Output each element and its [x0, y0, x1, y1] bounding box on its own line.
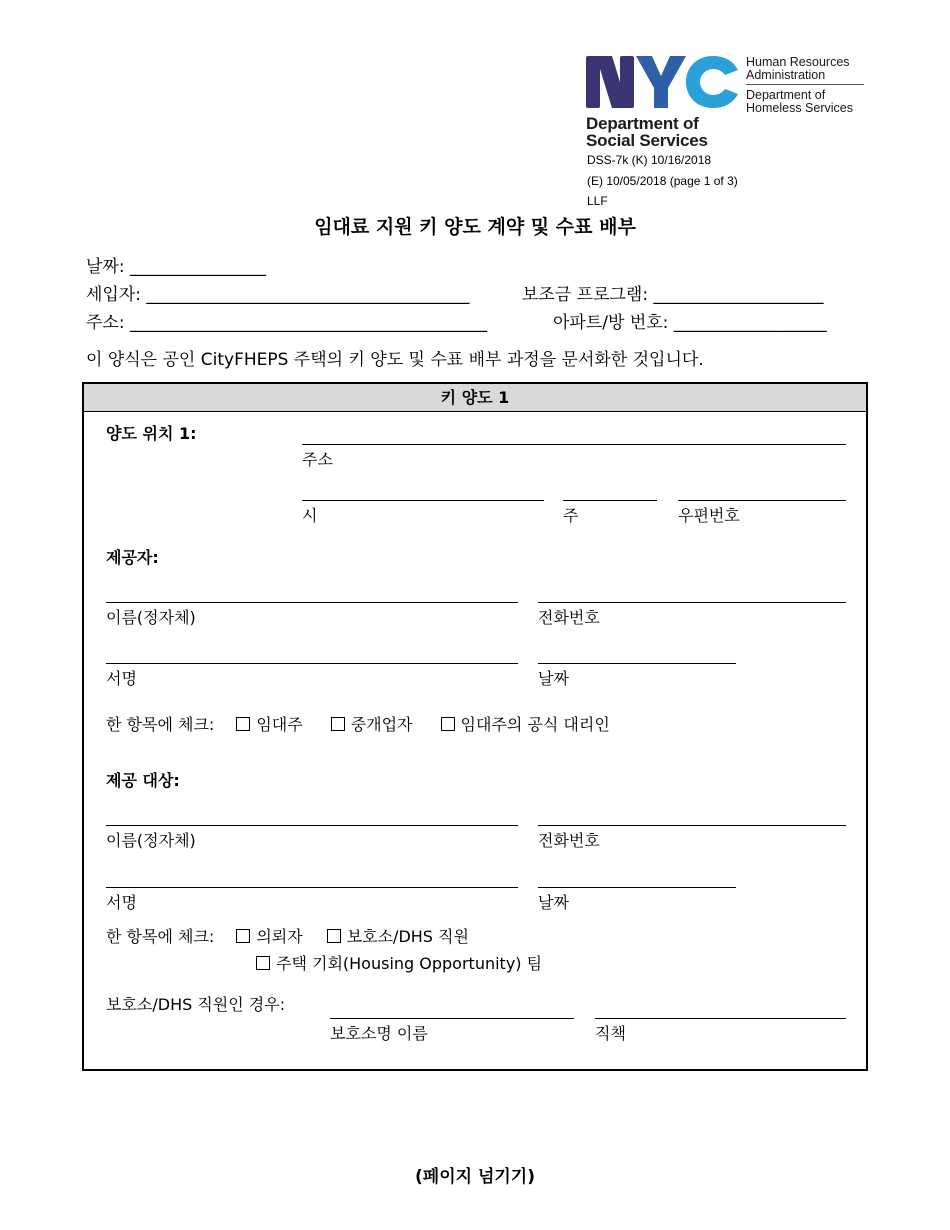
subsidy-program-field[interactable]: 보조금 프로그램: ____________________: [522, 285, 824, 305]
shelter-staff-label: 보호소/DHS 직원인 경우:: [106, 995, 286, 1014]
zip-line[interactable]: [678, 500, 846, 501]
housing-team-option-label: 주택 기회(Housing Opportunity) 팀: [276, 954, 543, 973]
section-heading: 키 양도 1: [84, 384, 866, 412]
agency-dhs-line-2: Homeless Services: [746, 101, 853, 115]
recipient-label: 제공 대상:: [106, 771, 180, 790]
recipient-phone-caption: 전화번호: [538, 831, 600, 850]
agent-checkbox[interactable]: [441, 717, 455, 731]
staff-title-line[interactable]: [595, 1018, 846, 1019]
city-line[interactable]: [302, 500, 544, 501]
landlord-checkbox[interactable]: [236, 717, 250, 731]
city-caption: 시: [302, 506, 318, 525]
broker-option-label: 중개업자: [350, 715, 413, 734]
recipient-phone-line[interactable]: [538, 825, 846, 826]
agent-option-label: 임대주의 공식 대리인: [460, 715, 610, 734]
agency-hra-line-1: Human Resources: [746, 55, 850, 69]
broker-checkbox[interactable]: [331, 717, 345, 731]
recipient-name-line[interactable]: [106, 825, 518, 826]
recipient-name-caption: 이름(정자체): [106, 831, 196, 850]
client-checkbox[interactable]: [236, 929, 250, 943]
provider-option-broker[interactable]: [331, 712, 413, 735]
form-id: DSS-7k (K) 10/16/2018: [587, 153, 712, 167]
zip-caption: 우편번호: [678, 506, 740, 525]
recipient-signature-line[interactable]: [106, 887, 518, 888]
provider-signature-line[interactable]: [106, 663, 518, 664]
recipient-date-caption: 날짜: [538, 893, 569, 912]
shelter-name-caption: 보호소명 이름: [330, 1024, 428, 1043]
date-field[interactable]: 날짜: ________________: [86, 257, 266, 277]
agency-hra: [746, 56, 850, 82]
provider-phone-caption: 전화번호: [538, 608, 600, 627]
intro-text: 이 양식은 공인 CityFHEPS 주택의 키 양도 및 수표 배부 과정을 문서화한 것입니다.: [86, 350, 704, 370]
agency-dhs: [746, 89, 853, 115]
provider-name-line[interactable]: [106, 602, 518, 603]
transfer-location-label: 양도 위치 1:: [106, 424, 197, 443]
housing-team-checkbox[interactable]: [256, 956, 270, 970]
recipient-option-shelter-staff[interactable]: [327, 924, 469, 947]
provider-signature-caption: 서명: [106, 669, 137, 688]
dept-name: [586, 115, 708, 149]
recipient-option-housing-team[interactable]: [256, 951, 542, 974]
provider-date-line[interactable]: [538, 663, 736, 664]
client-option-label: 의뢰자: [256, 927, 303, 946]
state-line[interactable]: [563, 500, 657, 501]
provider-label: 제공자:: [106, 548, 159, 567]
address-field[interactable]: 주소: __________________________________________: [86, 313, 487, 333]
state-caption: 주: [563, 506, 579, 525]
provider-date-caption: 날짜: [538, 669, 569, 688]
provider-check-row: [106, 712, 610, 735]
key-transfer-section: [82, 382, 868, 1071]
dept-line-2: Social Services: [586, 131, 708, 150]
recipient-date-line[interactable]: [538, 887, 736, 888]
provider-option-agent[interactable]: [441, 712, 610, 735]
recipient-check-row: [106, 924, 469, 947]
provider-check-label: 한 항목에 체크:: [106, 715, 215, 734]
tenant-field[interactable]: 세입자: ______________________________________: [86, 285, 470, 305]
recipient-option-client[interactable]: [236, 924, 302, 947]
nyc-logo: [586, 56, 738, 108]
location-address-line[interactable]: [302, 444, 846, 445]
agency-divider: [746, 84, 864, 85]
provider-name-caption: 이름(정자체): [106, 608, 196, 627]
turn-page-note: (페이지 넘기기): [415, 1167, 535, 1187]
shelter-name-line[interactable]: [330, 1018, 574, 1019]
landlord-option-label: 임대주: [256, 715, 303, 734]
apt-number-field[interactable]: 아파트/방 번호: __________________: [553, 313, 827, 333]
recipient-check-label: 한 항목에 체크:: [106, 927, 215, 946]
recipient-check-row-2: [256, 951, 542, 974]
agency-hra-line-2: Administration: [746, 68, 826, 82]
form-code: LLF: [587, 194, 608, 208]
form-english-version: (E) 10/05/2018 (page 1 of 3): [587, 174, 738, 188]
location-address-caption: 주소: [302, 450, 333, 469]
dept-line-1: Department of: [586, 114, 699, 133]
agency-dhs-line-1: Department of: [746, 88, 826, 102]
provider-phone-line[interactable]: [538, 602, 846, 603]
shelter-staff-checkbox[interactable]: [327, 929, 341, 943]
page-title: 임대료 지원 키 양도 계약 및 수표 배부: [314, 216, 636, 238]
recipient-signature-caption: 서명: [106, 893, 137, 912]
provider-option-landlord[interactable]: [236, 712, 302, 735]
shelter-staff-option-label: 보호소/DHS 직원: [346, 927, 469, 946]
staff-title-caption: 직책: [595, 1024, 626, 1043]
